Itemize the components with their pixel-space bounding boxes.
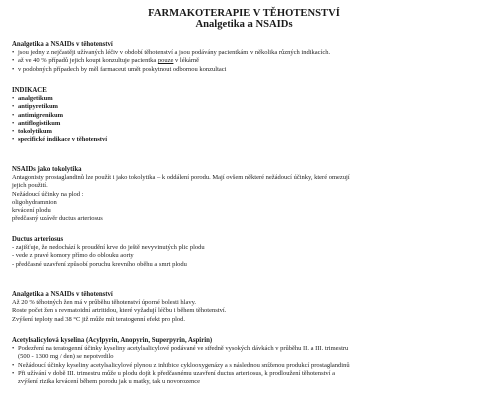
text-line [12, 378, 482, 386]
text-line [12, 299, 482, 307]
text-line [12, 261, 482, 269]
section-lines [12, 244, 482, 269]
line-text: Až 20 % těhotných žen má v průběhu těhotenství úporné bolesti hlavy. [12, 299, 197, 307]
section-heading: NSAIDs jako tokolytika [12, 166, 82, 173]
bullet-item [12, 128, 482, 136]
bullet-item [12, 120, 482, 128]
bullet-marker: • [12, 57, 15, 65]
section-lines [12, 95, 482, 144]
section-acetylsalicylova-kyselina [12, 337, 482, 386]
line-text: pouze [157, 57, 174, 65]
line-text: jsou jedny z nejčastěji užívaných léčiv v období těhotenství a jsou podávány pacientkám v několika různých indikacích. [18, 49, 331, 57]
text-line [12, 316, 482, 324]
line-text: analgetikum [18, 95, 53, 103]
line-text: předčasný uzávěr ductus arteriosus [12, 215, 103, 223]
section-lines [12, 49, 482, 74]
line-text: jejich použití. [12, 182, 48, 190]
text-line [12, 174, 482, 182]
line-text: až ve 40 % případů jejich koupi konzultuje pacientka [18, 57, 158, 65]
line-text: Nežádoucí účinky na plod : [12, 190, 84, 198]
line-text: specifické indikace v těhotenství [18, 136, 108, 144]
line-text: krvácení plodu [12, 207, 51, 215]
text-line [12, 353, 482, 361]
line-text: zvýšení rizika krvácení během porodu jak u matky, tak u novorozence [18, 378, 201, 386]
line-text: Roste počet žen s revmatoidní artritidou, které vyžadují léčbu i během těhotenství. [12, 307, 227, 315]
bullet-item [12, 362, 482, 370]
line-text: Zvýšení teploty nad 38 °C již může mít teratogenní efekt pro plod. [12, 315, 186, 323]
line-text: (500 - 1300 mg / den) se nepotvrdilo [18, 353, 114, 361]
line-text: - zajišťuje, že nedochází k proudění krve do ještě nevyvinutých plic plodu [12, 244, 205, 252]
text-line [12, 307, 482, 315]
bullet-item [12, 112, 482, 120]
line-text: antiflogistikum [18, 119, 61, 127]
section-lines [12, 299, 482, 324]
section-indikace [12, 87, 482, 144]
bullet-item [12, 49, 482, 57]
text-line [12, 199, 482, 207]
section-ductus-arteriosus [12, 236, 482, 269]
line-text: antipyretikum [18, 103, 58, 111]
bullet-item [12, 95, 482, 103]
bullet-marker: • [12, 103, 15, 111]
section-heading: Analgetika a NSAIDs v těhotenství [12, 41, 113, 48]
bullet-item [12, 370, 482, 378]
bullet-item [12, 136, 482, 144]
bullet-marker: • [12, 111, 15, 119]
bullet-marker: • [12, 128, 15, 136]
bullet-item [12, 345, 482, 353]
line-text: Antagonisty prostaglandinů lze použít i jako tokolytika – k oddálení porodu. Mají ovšem některé nežádoucí účinky, které omezují [12, 174, 350, 182]
bullet-marker: • [12, 95, 15, 103]
section-heading: Ductus arteriosus [12, 236, 64, 243]
text-line [12, 252, 482, 260]
line-text: v podobných případech by měl farmaceut umět poskytnout odbornou konzultaci [18, 65, 227, 73]
bullet-marker: • [12, 119, 15, 127]
line-text: Nežádoucí účinky kyseliny acetylsalicylové plynou z inhibice cyklooxygenázy a s následnou sníženou produkcí prostaglandinů [18, 361, 350, 369]
bullet-marker: • [12, 369, 15, 377]
bullet-marker: • [12, 49, 15, 57]
line-text: antimigrenikum [18, 111, 64, 119]
line-text: Podezření na teratogenní účinky kyseliny acetylsalicylové podávané ve středně vysokých dávkách v průběhu II. a III. trimestru [18, 345, 349, 353]
section-heading: Acetylsalicylová kyselina (Acylpyrin, Anopyrin, Superpyrin, Aspirin) [12, 337, 213, 344]
bullet-marker: • [12, 345, 15, 353]
line-text: Při užívání v době III. trimestru může u plodu dojít k předčasnému uzavření ductus arteriosus, k prodloužení těhotenství a [18, 369, 335, 377]
line-text: - předčasné uzavření způsobí poruchu krevního oběhu a smrt plodu [12, 260, 187, 268]
bullet-item [12, 66, 482, 74]
bullet-marker: • [12, 65, 15, 73]
bullet-item [12, 57, 482, 65]
text-line [12, 215, 482, 223]
section-analgetika-pregnancy [12, 291, 482, 324]
text-line [12, 182, 482, 190]
section-heading: Analgetika a NSAIDs v těhotenství [12, 291, 113, 298]
line-text: - vede z pravé komory přímo do oblouku aorty [12, 252, 134, 260]
line-text: oligohydramnion [12, 198, 57, 206]
bullet-item [12, 103, 482, 111]
section-lines [12, 345, 482, 386]
page-subtitle: Analgetika a NSAIDs [195, 19, 293, 30]
bullet-marker: • [12, 136, 15, 144]
section-analgetika-usage [12, 41, 482, 74]
section-lines [12, 174, 482, 223]
line-text: v lékárně [173, 57, 200, 65]
section-nsaids-tokolytika [12, 166, 482, 223]
text-line [12, 191, 482, 199]
text-line [12, 244, 482, 252]
bullet-marker: • [12, 361, 15, 369]
text-line [12, 207, 482, 215]
line-text: tokolytikum [18, 128, 52, 136]
page-title: FARMAKOTERAPIE V TĚHOTENSTVÍ [148, 8, 340, 19]
section-heading: INDIKACE [12, 87, 47, 94]
